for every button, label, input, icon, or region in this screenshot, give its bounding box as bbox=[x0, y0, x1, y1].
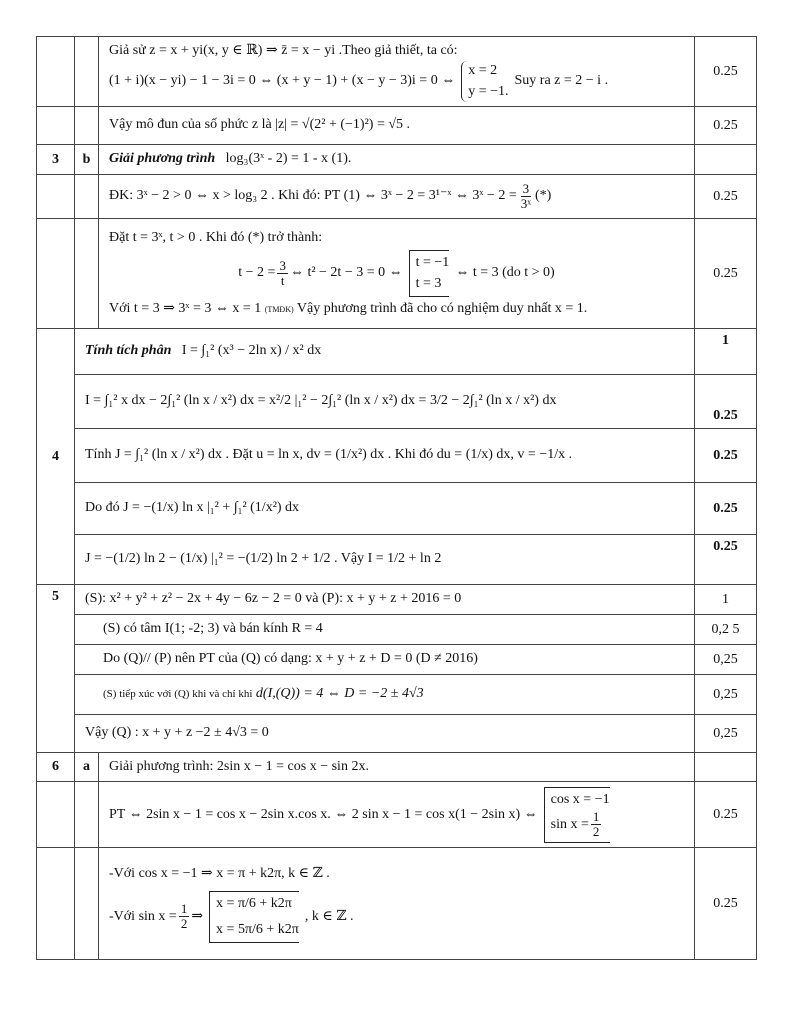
table-row bbox=[37, 429, 757, 483]
table-row bbox=[37, 483, 757, 535]
solution-cell bbox=[99, 782, 695, 848]
fraction: $\frac{3}{\text{3ˣ}}$ bbox=[520, 180, 531, 211]
math-line: t − 2 = bbox=[238, 265, 276, 281]
math-line: J = −(1/2) ln 2 − (1/x) |₁² = −(1/2) ln 2 + 1/2 . Vậy I = 1/2 + ln 2 bbox=[85, 551, 442, 567]
table-row bbox=[37, 645, 757, 675]
equation: log₃(3ˣ - 2) = 1 - x (1). bbox=[225, 151, 352, 167]
solution-cell bbox=[75, 645, 695, 675]
grading-table bbox=[36, 36, 757, 960]
fraction: $\frac{1}{2}$ bbox=[180, 901, 188, 932]
table-row bbox=[37, 848, 757, 960]
score-cell: 0.25 bbox=[695, 375, 757, 429]
solution-cell bbox=[75, 535, 695, 585]
text-line: Với t = 3 ⇒ 3ˣ = 3 ⇔ x = 1 bbox=[109, 300, 262, 316]
math-line: y = −1. bbox=[468, 83, 509, 99]
case-bracket: cos x = −1 sin x = $\frac{1}{2}$ bbox=[544, 787, 610, 843]
score-cell: 1 bbox=[695, 585, 757, 615]
table-row bbox=[37, 585, 757, 615]
table-row bbox=[37, 145, 757, 175]
math-line: (1 + i)(x − yi) − 1 − 3i = 0 ⇔ (x + y − 1) + (x − y − 3)i = 0 ⇔ bbox=[109, 73, 456, 89]
score-cell: 0.25 bbox=[695, 535, 757, 585]
question-label: Tính tích phân bbox=[85, 343, 172, 359]
table-row bbox=[37, 107, 757, 145]
score-cell: 0.25 bbox=[695, 848, 757, 960]
score-cell: 0.25 bbox=[695, 429, 757, 483]
math-line: Tính J = ∫₁² (ln x / x²) dx . Đặt u = ln x, dv = (1/x²) dx . Khi đó du = (1/x) dx, v = −1/x . bbox=[85, 447, 573, 463]
solution-cell bbox=[75, 429, 695, 483]
system-brace bbox=[461, 61, 508, 102]
text-line: (S) có tâm I(1; -2; 3) và bán kính R = 4 bbox=[103, 621, 323, 637]
math-line: d(I,(Q)) = 4 ⇔ D = −2 ± 4√3 bbox=[255, 686, 424, 702]
question-cell bbox=[99, 753, 695, 782]
solution-cell bbox=[75, 715, 695, 753]
score-cell: 0.25 bbox=[695, 782, 757, 848]
solution-cell bbox=[75, 615, 695, 645]
math-line: Suy ra z = 2 − i . bbox=[514, 73, 609, 89]
math-line: x = 2 bbox=[468, 63, 498, 79]
table-row bbox=[37, 535, 757, 585]
solution-cell bbox=[75, 675, 695, 715]
score-cell: 0.25 bbox=[695, 175, 757, 219]
text-line: Vậy (Q) : x + y + z −2 ± 4√3 = 0 bbox=[85, 725, 269, 741]
math-line: (S): x² + y² + z² − 2x + 4y − 6z − 2 = 0 và (P): x + y + z + 2016 = 0 bbox=[85, 591, 462, 607]
solution-cell bbox=[99, 175, 695, 219]
table-row bbox=[37, 37, 757, 107]
score-cell: 0,25 bbox=[695, 675, 757, 715]
text-line: Vậy mô đun của số phức z là |z| = √(2² + (−1)²) = √5 . bbox=[109, 117, 411, 133]
solution-cell bbox=[75, 375, 695, 429]
question-number: 6 bbox=[37, 753, 75, 782]
solution-cell bbox=[75, 483, 695, 535]
table-row bbox=[37, 175, 757, 219]
solution-cell bbox=[99, 37, 695, 107]
score-cell: 0,25 bbox=[695, 645, 757, 675]
question-number: 5 bbox=[37, 585, 75, 753]
score-cell: 0,25 bbox=[695, 715, 757, 753]
fraction: $\frac{3}{t}$ bbox=[279, 257, 286, 288]
math-line: ⇔ t² − 2t − 3 = 0 ⇔ bbox=[289, 265, 403, 281]
question-number-cell bbox=[37, 37, 75, 107]
table-row bbox=[37, 753, 757, 782]
sub-label: b bbox=[75, 145, 99, 175]
score-cell: 0.25 bbox=[695, 219, 757, 329]
question-number: 4 bbox=[37, 329, 75, 585]
text-line: Do (Q)// (P) nên PT của (Q) có dạng: x + y + z + D = 0 (D ≠ 2016) bbox=[103, 651, 478, 667]
score-cell: 1 bbox=[695, 329, 757, 375]
score-cell: 0.25 bbox=[695, 37, 757, 107]
solution-cell bbox=[99, 107, 695, 145]
table-row bbox=[37, 329, 757, 375]
score-cell: 0.25 bbox=[695, 483, 757, 535]
table-row bbox=[37, 782, 757, 848]
question-cell bbox=[75, 329, 695, 375]
text-line: (S) tiếp xúc với (Q) khi và chỉ khi bbox=[103, 688, 253, 701]
case-bracket: t = −1 t = 3 bbox=[409, 250, 450, 297]
score-cell: 0,2 5 bbox=[695, 615, 757, 645]
score-cell: 0.25 bbox=[695, 107, 757, 145]
text-line: Giả sử z = x + yi(x, y ∈ ℝ) ⇒ z̄ = x − yi .Theo giả thiết, ta có: bbox=[109, 43, 458, 59]
case-bracket: x = π/6 + k2π x = 5π/6 + k2π bbox=[209, 891, 299, 944]
text-line: Giải phương trình: 2sin x − 1 = cos x − sin 2x. bbox=[109, 759, 369, 774]
table-row bbox=[37, 219, 757, 329]
table-row bbox=[37, 675, 757, 715]
equation: I = ∫₁² (x³ − 2ln x) / x² dx bbox=[181, 343, 322, 359]
solution-cell: -Với cos x = −1 ⇒ x = π + k2π, k ∈ ℤ . -Với sin x = $\frac{1}{2}$ ⇒ x = π/6 + k2π x = 5π/6 + k2π , k ∈ ℤ . bbox=[99, 848, 695, 960]
text-line: -Với cos x = −1 ⇒ x = π + k2π, k ∈ ℤ . bbox=[109, 866, 330, 882]
sub-label: a bbox=[75, 753, 99, 782]
sub-label-cell bbox=[75, 37, 99, 107]
question-number: 3 bbox=[37, 145, 75, 175]
math-line: Do đó J = −(1/x) ln x |₁² + ∫₁² (1/x²) dx bbox=[85, 500, 300, 516]
table-row bbox=[37, 375, 757, 429]
math-line: PT ⇔ 2sin x − 1 = cos x − 2sin x.cos x. ⇔ 2 sin x − 1 = cos x(1 − 2sin x) ⇔ bbox=[109, 806, 538, 822]
table-row bbox=[37, 615, 757, 645]
table-row bbox=[37, 715, 757, 753]
note: (TMĐK) bbox=[264, 304, 294, 314]
question-cell bbox=[75, 585, 695, 615]
math-line: (*) bbox=[535, 188, 552, 204]
math-line: ĐK: 3ˣ − 2 > 0 ⇔ x > log₃ 2 . Khi đó: PT (1) ⇔ 3ˣ − 2 = 3¹⁻ˣ ⇔ 3ˣ − 2 = bbox=[109, 188, 517, 204]
question-cell bbox=[99, 145, 695, 175]
text-line: -Với sin x = bbox=[109, 908, 177, 924]
math-line: ⇔ t = 3 (do t > 0) bbox=[455, 265, 555, 281]
math-line: I = ∫₁² x dx − 2∫₁² (ln x / x²) dx = x²/2 |₁² − 2∫₁² (ln x / x²) dx = 3/2 − 2∫₁² (ln x / x²) dx bbox=[85, 393, 557, 409]
fraction: $\frac{1}{2}$ bbox=[592, 809, 600, 840]
question-label: Giải phương trình bbox=[109, 151, 216, 167]
answer-sheet bbox=[36, 36, 756, 960]
solution-cell bbox=[99, 219, 695, 329]
text-line: Đặt t = 3ˣ, t > 0 . Khi đó (*) trở thành: bbox=[109, 229, 323, 245]
text-line: Vậy phương trình đã cho có nghiệm duy nhất x = 1. bbox=[296, 300, 588, 316]
